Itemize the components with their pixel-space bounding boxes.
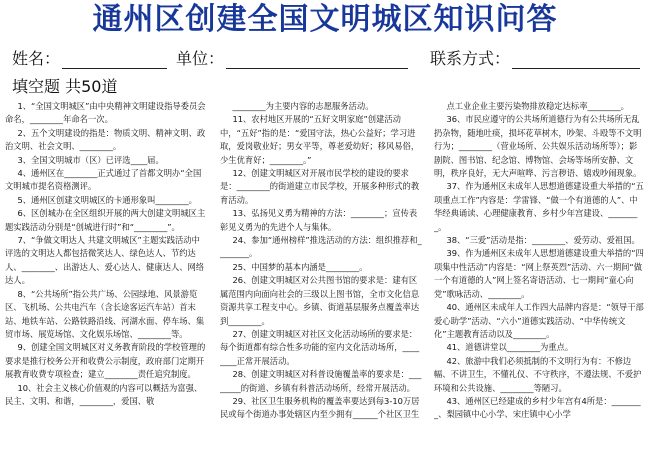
question-item: 37、作为通州区未成年人思想道德建设重大举措的“五项重点工作”内容是：学雷锋、“做一个有道德的人”、中华经典诵读、心理健康教育、乡村少年宫建设、________。 — [434, 181, 644, 232]
question-item: 26、创建文明城区对公共图书馆的要求是：建有区属范围内向面向社会的三级以上图书馆，全市文化信息资源共享工程支中心。乡镇、街道基层服务点覆盖率达到________。 — [220, 275, 420, 326]
question-item: 4、通州区在________正式通过了首都文明办“全国文明城市提名资格测评。 — [5, 168, 202, 192]
question-item: 12、创建文明城区对开展市民学校的建设的要求是：________的街道建立市民学校，开展多种形式的教育活动。 — [220, 168, 420, 205]
question-item: 42、旅游中我们必须抵制的不文明行为有：不修边幅、不讲卫生，不懂礼仪、不守秩序，不遵法规、不爱护环境和公共设施、________等陋习。 — [434, 355, 642, 393]
question-item: 24、参加“通州榜样”推选活动的方法：组织推荐和________。 — [220, 235, 422, 259]
page-title: 通州区创建全国文明城区知识问答 — [92, 2, 558, 37]
name-field — [12, 46, 167, 69]
section-title: 填空题 共50道 — [12, 77, 118, 96]
column-right — [434, 100, 644, 468]
question-item: 9、创建全国文明城区对义务教育阶段的学校管理的要求是推行校务公开和收费公示制度，政府部门定期开展教育收费专项检查；建立________责任追究制度。 — [5, 342, 206, 380]
question-item: 2、五个文明建设的指是：物质文明、精神文明、政治文明、社会文明、________。 — [5, 127, 206, 152]
unit-field — [176, 46, 408, 69]
question-item: 43、通州区已经建成的乡村少年宫有4所是：________、梨园镇中心小学、宋庄镇中心小学 — [434, 395, 641, 420]
column-middle — [220, 100, 423, 468]
name-blank[interactable] — [62, 51, 167, 69]
question-item: 8、“公共场所”指公共广场、公园绿地、风景游览区、飞机场、公共电汽车（含长途客运汽车站）首末站、地铁车站、公路铁路沿线、河湖水面、停车场、集贸市场、展览场馆、文化娱乐场馆、________等。 — [5, 288, 205, 339]
question-item: ________为主要内容的志愿服务活动。 — [232, 101, 374, 111]
unit-blank[interactable] — [226, 51, 408, 69]
question-item: 7、“争做文明达人 共建文明城区”主题实践活动中评选的文明达人都包括微笑达人、绿色达人、节约达人、________、出游达人、爱心达人、健康达人、网络达人。 — [5, 235, 205, 286]
info-row — [0, 46, 650, 70]
name-label: 姓名： — [12, 49, 61, 68]
question-item: 27、创建文明城区对社区文化活动场所的要求是：每个街道都有综合性多功能的室内文化活动场所，________正常开展活动。 — [220, 328, 420, 366]
contact-field — [430, 46, 640, 69]
question-item: 3、全国文明城市（区）已评选____届。 — [17, 154, 164, 165]
question-item: 6、区创城办在全区组织开展的两大创建文明城区主题实践活动分别是“创城进行时”和“________”。 — [5, 208, 206, 232]
column-left — [5, 100, 208, 468]
question-item: 29、社区卫生服务机构的覆盖率要达到每3-10万居民或每个街道办事处辖区内至少拥有______个社区卫生 — [220, 395, 420, 420]
question-item: 10、社会主义核心价值观的内容可以概括为富强、民主、文明、和谐，________，爱国、敬 — [5, 382, 203, 406]
question-item: 1、“全国文明城区”由中央精神文明建设指导委员会命名，________年命名一次。 — [5, 101, 206, 125]
contact-label: 联系方式： — [430, 49, 511, 68]
question-item: 25、中国梦的基本内涵是________。 — [232, 261, 368, 272]
question-item: 5、通州区创建文明城区的卡通形象叫________。 — [17, 194, 197, 205]
question-item: 28、创建文明城区对科普设施覆盖率的要求是：________的街道、乡镇有科普活动场所，经常开展活动。 — [220, 369, 422, 393]
question-item: 40、通州区未成年人工作四大品牌内容是：“领导干部爱心助学”活动、“六小”道德实践活动、“中华传统文化”主题教育活动以及________。 — [434, 302, 644, 339]
question-item: 39、作为通州区未成年人思想道德建设重大举措的“四项集中性活动”内容是：“网上祭英烈”活动、六一期间“做一个有道德的人”网上签名寄语活动、七一期间“童心向党”歌咏活动、________。 — [434, 248, 644, 299]
unit-label: 单位： — [176, 49, 225, 68]
question-item: 点工业企业主要污染物排放稳定达标率________。 — [446, 101, 629, 111]
question-item: 13、弘扬见义勇为精神的方法：________；宣传表彰见义勇为的先进个人与集体。 — [220, 208, 418, 232]
question-item: 41、道德讲堂以________为重点。 — [446, 342, 574, 353]
question-item: 36、市民应遵守的公共场所道德行为有公共场所无乱扔杂物，随地吐痰，损坏花草树木，吵架、斗殴等不文明行为；________（营业场所、公共娱乐活动场所等）；影剧院、图书馆、纪念馆、博物馆、会场等场所安静、文明，秩序良好，无大声喧哗、污言秽语、嬉戏吵闹现象。 — [434, 114, 642, 179]
question-item: 11、农村地区开展的“五好文明家庭”创建活动中，“五好”指的是：“爱国守法，热心公益好；学习进取，爱岗敬业好；男女平等，尊老爱幼好；移风易俗，少生优育好；________。” — [220, 114, 420, 165]
question-item: 38、“三爱”活动是指：________、爱劳动、爱祖国。 — [446, 235, 640, 246]
contact-blank[interactable] — [512, 51, 640, 69]
